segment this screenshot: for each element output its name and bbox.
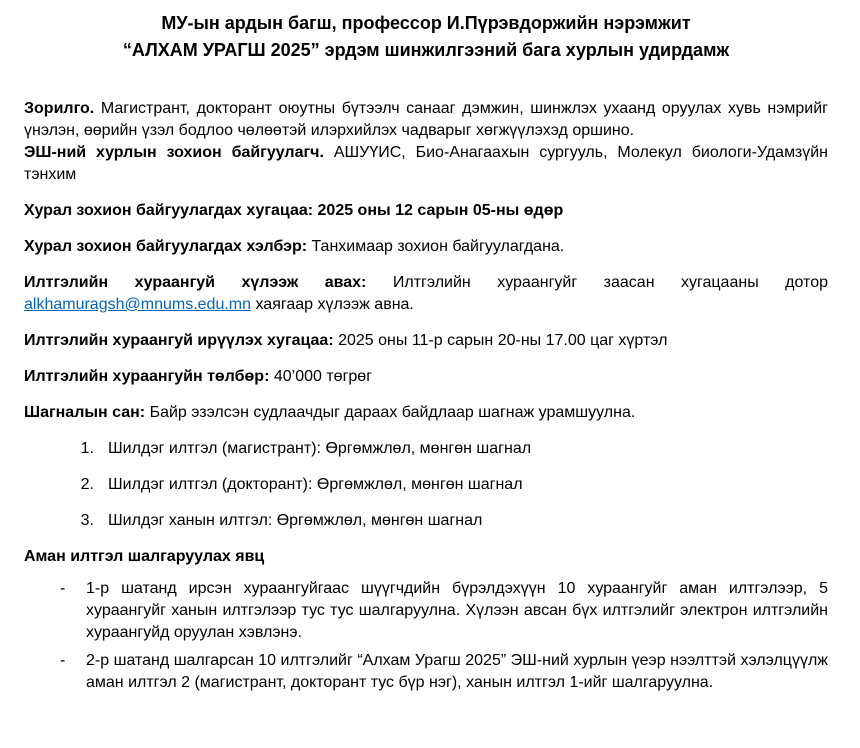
document-title (24, 10, 828, 64)
list-item-number: 1. (80, 440, 94, 457)
list-bullet: - (60, 580, 66, 597)
prizes-paragraph (24, 402, 828, 424)
list-item-number: 2. (80, 476, 94, 493)
selection-list (24, 578, 828, 694)
selection-heading: Аман илтгэл шалгаруулах явц (24, 548, 265, 565)
list-item (24, 650, 828, 694)
deadline-text: 2025 оны 11-р сарын 20-ны 17.00 цаг хүртэл (338, 332, 668, 349)
list-item (24, 510, 828, 532)
fee-text: 40’000 төгрөг (273, 368, 373, 385)
list-item-text: Шилдэг илтгэл (докторант): Өргөмжлөл, мөнгөн шагнал (108, 476, 523, 493)
organizer-paragraph (24, 142, 828, 186)
prizes-list (24, 438, 828, 532)
abstract-submission-label: Илтгэлийн хураангуй хүлээж авах: (24, 274, 367, 291)
organizer-text: АШУҮИС, Био-Анагаахын сургууль, Молекул биологи-Удамзүйн тэнхим (24, 144, 828, 183)
title-line-2: “АЛХАМ УРАГШ 2025” эрдэм шинжилгээний бага хурлын удирдамж (122, 40, 730, 60)
abstract-submission-paragraph (24, 272, 828, 316)
prizes-label: Шагналын сан: (24, 404, 146, 421)
list-item-text: 1-р шатанд ирсэн хураангуйгаас шүүгчдийн бүрэлдэхүүн 10 хураангуйг аман илтгэлээр, 5 хураангуйг ханын илтгэлээр тус тус шалгаруулна. Хүлээн авсан бүх илтгэлийг электрон илтгэлийн хураангуйд оруулан хэвлэнэ. (86, 580, 828, 641)
date-paragraph: Хурал зохион байгуулагдах хугацаа: 2025 оны 12 сарын 05-ны өдөр (24, 202, 564, 219)
list-item-text: Шилдэг илтгэл (магистрант): Өргөмжлөл, мөнгөн шагнал (108, 440, 532, 457)
abstract-submission-text-after: хаягаар хүлээж авна. (255, 296, 414, 313)
goal-paragraph (24, 98, 828, 142)
format-label: Хурал зохион байгуулагдах хэлбэр: (24, 238, 308, 255)
list-item-text: 2-р шатанд шалгарсан 10 илтгэлийг “Алхам Урагш 2025” ЭШ-ний хурлын үеэр нээлттэй хэлэлцүүлж аман илтгэл 2 (магистрант, докторант тус бүр нэг), ханын илтгэл 1-ийг шалгаруулна. (86, 652, 828, 691)
format-paragraph (24, 236, 828, 258)
deadline-label: Илтгэлийн хураангуй ирүүлэх хугацаа: (24, 332, 334, 349)
goal-label: Зорилго. (24, 100, 95, 117)
organizer-label: ЭШ-ний хурлын зохион байгуулагч. (24, 144, 324, 161)
list-bullet: - (60, 652, 66, 669)
list-item (24, 578, 828, 644)
title-line-1: МУ-ын ардын багш, профессор И.Пүрэвдоржийн нэрэмжит (161, 13, 691, 33)
list-item (24, 438, 828, 460)
list-item-number: 3. (80, 512, 94, 529)
deadline-paragraph (24, 330, 828, 352)
abstract-submission-text: Илтгэлийн хураангуйг заасан хугацааны дотор (392, 274, 828, 291)
email-link[interactable]: alkhamuragsh@mnums.edu.mn (24, 296, 252, 313)
fee-paragraph (24, 366, 828, 388)
list-item-text: Шилдэг ханын илтгэл: Өргөмжлөл, мөнгөн шагнал (108, 512, 483, 529)
format-text: Танхимаар зохион байгуулагдана. (311, 238, 565, 255)
prizes-text: Байр эзэлсэн судлаачдыг дараах байдлаар шагнаж урамшуулна. (149, 404, 636, 421)
list-item (24, 474, 828, 496)
goal-text: Магистрант, докторант оюутны бүтээлч санааг дэмжин, шинжлэх ухаанд оруулах хувь нэмрийг үнэлэн, өөрийн үзэл бодлоо чөлөөтэй илэрхийлэх чадварыг хөгжүүлэхэд оршино. (24, 100, 828, 139)
fee-label: Илтгэлийн хураангуйн төлбөр: (24, 368, 270, 385)
